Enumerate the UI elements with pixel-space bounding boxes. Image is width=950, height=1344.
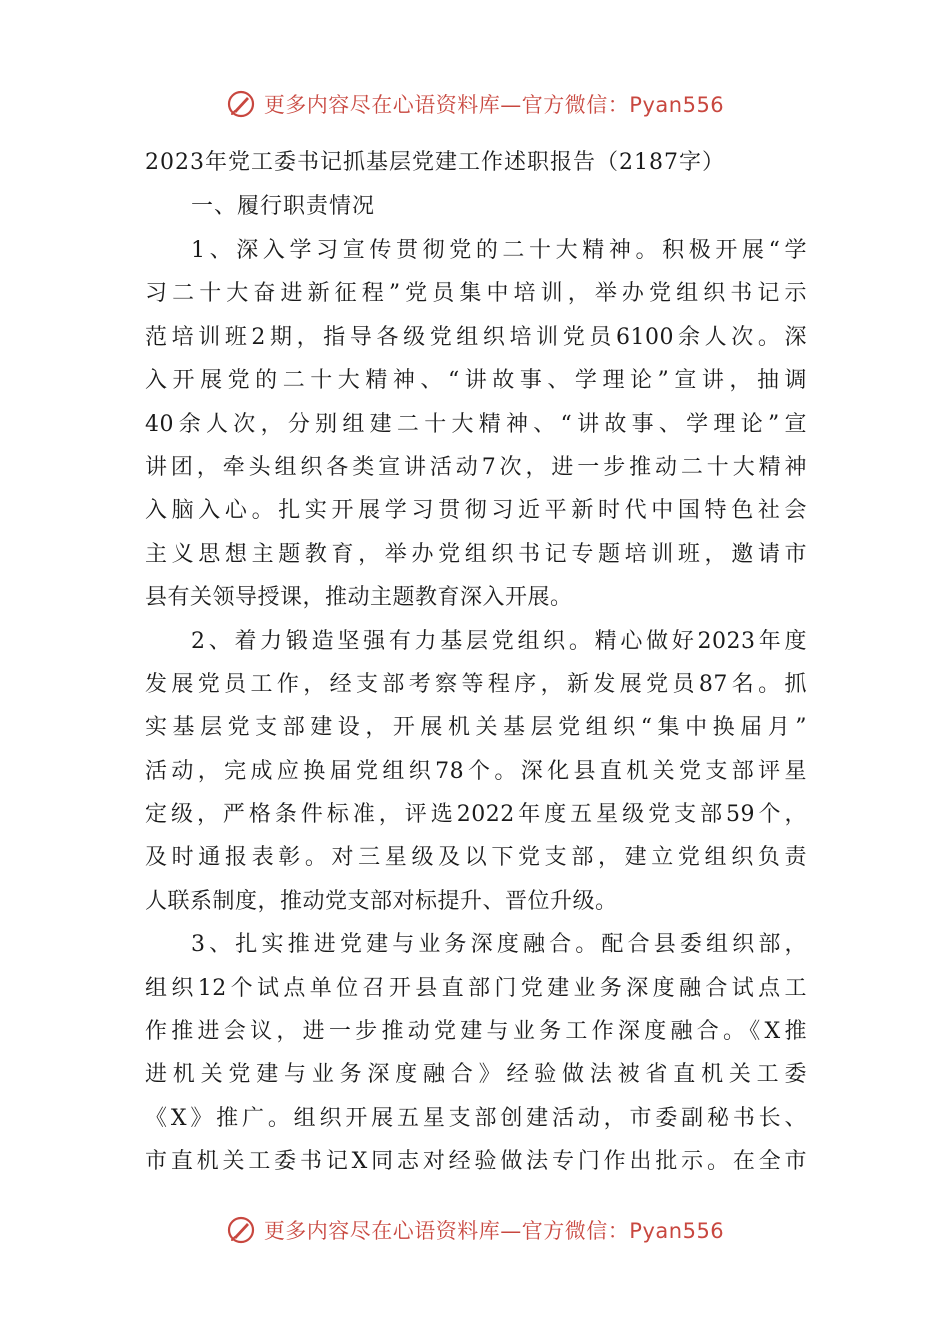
paragraph-line: 2、着力锻造坚强有力基层党组织。精心做好2023年度 <box>191 628 807 654</box>
document-body <box>145 141 807 1184</box>
paragraph-line: 定级，严格条件标准，评选2022年度五星级党支部59个， <box>145 802 807 828</box>
watermark-text: 更多内容尽在心语资料库—官方微信：Pyan556 <box>263 93 725 117</box>
paragraph-line: 范培训班2期，指导各级党组织培训党员6100余人次。深 <box>145 324 807 350</box>
paragraph-1 <box>145 229 807 620</box>
paragraph-line: 进机关党建与业务深度融合》经验做法被省直机关工委 <box>145 1062 807 1088</box>
watermark-text: 更多内容尽在心语资料库—官方微信：Pyan556 <box>263 1219 725 1243</box>
feather-pen-logo-icon <box>226 89 256 119</box>
paragraph-line: 活动，完成应换届党组织78个。深化县直机关党支部评星 <box>145 758 807 784</box>
paragraph-line: 及时通报表彰。对三星级及以下党支部，建立党组织负责 <box>145 845 807 871</box>
paragraph-line: 40余人次，分别组建二十大精神、“讲故事、学理论”宣 <box>145 411 807 437</box>
paragraph-line: 1、深入学习宣传贯彻党的二十大精神。积极开展“学 <box>191 238 807 263</box>
paragraph-line: 市直机关工委书记X同志对经验做法专门作出批示。在全市 <box>145 1149 807 1175</box>
top-watermark-banner <box>0 84 950 124</box>
section-heading: 一、履行职责情况 <box>191 194 376 219</box>
paragraph-line: 入脑入心。扎实开展学习贯彻习近平新时代中国特色社会 <box>145 498 807 524</box>
paragraph-line: 县有关领导授课，推动主题教育深入开展。 <box>145 585 573 611</box>
paragraph-line: 作推进会议，进一步推动党建与业务工作深度融合。《X推 <box>145 1019 807 1045</box>
paragraph-2 <box>145 620 807 924</box>
paragraph-line: 主义思想主题教育，举办党组织书记专题培训班，邀请市 <box>145 541 807 567</box>
paragraph-line: 3、扎实推进党建与业务深度融合。配合县委组织部， <box>191 932 807 958</box>
paragraph-line: 人联系制度，推动党支部对标提升、晋位升级。 <box>145 888 618 914</box>
paragraph-line: 实基层党支部建设，开展机关基层党组织“集中换届月” <box>145 715 807 741</box>
paragraph-line: 组织12个试点单位召开县直部门党建业务深度融合试点工 <box>145 975 807 1001</box>
paragraph-line: 入开展党的二十大精神、“讲故事、学理论”宣讲，抽调 <box>145 368 807 394</box>
paragraph-line: 讲团，牵头组织各类宣讲活动7次，进一步推动二十大精神 <box>145 454 807 480</box>
document-title: 2023年党工委书记抓基层党建工作述职报告（2187字） <box>145 150 725 175</box>
bottom-watermark-banner <box>0 1210 950 1250</box>
paragraph-line: 《X》推广。组织开展五星支部创建活动，市委副秘书长、 <box>145 1105 807 1131</box>
paragraph-3 <box>145 923 807 1183</box>
paragraph-line: 习二十大奋进新征程”党员集中培训，举办党组织书记示 <box>145 281 807 307</box>
paragraph-line: 发展党员工作，经支部考察等程序，新发展党员87名。抓 <box>145 671 807 697</box>
feather-pen-logo-icon <box>226 1215 256 1245</box>
